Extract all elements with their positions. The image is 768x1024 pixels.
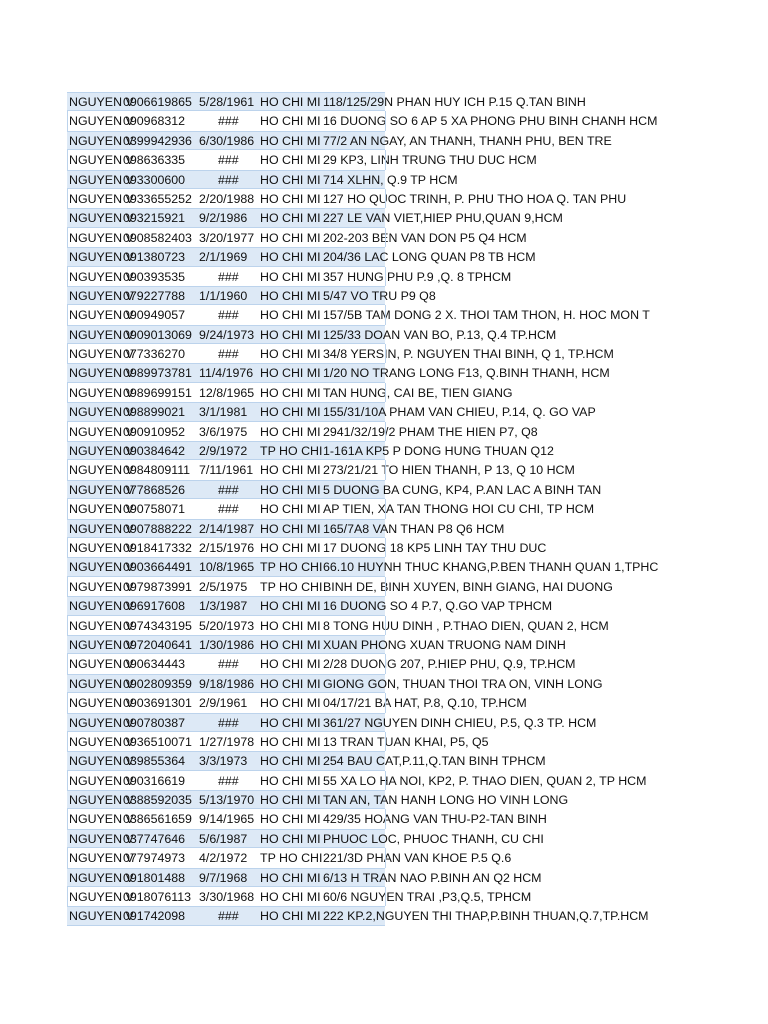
address-cell[interactable]: 165/7A8 VAN THAN P8 Q6 HCM [323,521,505,536]
address-cell[interactable]: 221/3D PHAN VAN KHOE P.5 Q.6 [323,851,512,866]
phone-cell[interactable]: 093215921 [123,211,186,226]
birth-date-cell[interactable]: 4/2/1972 [199,851,248,866]
name-cell[interactable]: NGUYEN V [69,657,134,672]
address-cell[interactable]: 60/6 NGUYEN TRAI ,P3,Q.5, TPHCM [323,890,532,905]
city-cell[interactable]: HO CHI MI [260,870,321,885]
phone-cell[interactable]: 091742098 [123,909,186,924]
address-cell[interactable]: 04/17/21 BA HAT, P.8, Q.10, TP.HCM [323,696,527,711]
address-cell[interactable]: 202-203 BEN VAN DON P5 Q4 HCM [323,230,527,245]
phone-cell[interactable]: 093300600 [123,172,186,187]
name-cell[interactable]: NGUYEN V [69,153,134,168]
name-cell[interactable]: NGUYEN V [69,385,134,400]
address-cell[interactable]: AP TIEN, XA TAN THONG HOI CU CHI, TP HCM [323,502,595,517]
city-cell[interactable]: HO CHI MI [260,599,321,614]
address-cell[interactable]: 361/27 NGUYEN DINH CHIEU, P.5, Q.3 TP. HCM [323,715,597,730]
name-cell[interactable]: NGUYEN V [69,347,134,362]
phone-cell[interactable]: 039855364 [123,754,186,769]
city-cell[interactable]: HO CHI MI [260,424,321,439]
name-cell[interactable]: NGUYEN V [69,172,134,187]
city-cell[interactable]: HO CHI MI [260,191,321,206]
birth-date-cell[interactable]: 9/14/1965 [199,812,255,827]
name-cell[interactable]: NGUYEN V [69,482,134,497]
city-cell[interactable]: HO CHI MI [260,269,321,284]
birth-date-cell[interactable]: 1/3/1987 [199,599,248,614]
address-cell[interactable]: 157/5B TAM DONG 2 X. THOI TAM THON, H. HOC MON T [323,308,650,323]
address-cell[interactable]: 1-161A KP5 P DONG HUNG THUAN Q12 [323,444,554,459]
address-cell[interactable]: 13 TRAN TUAN KHAI, P5, Q5 [323,734,489,749]
birth-date-cell[interactable]: ### [218,114,239,129]
birth-date-cell[interactable]: 1/30/1986 [199,637,255,652]
birth-date-cell[interactable]: 5/20/1973 [199,618,255,633]
city-cell[interactable]: HO CHI MI [260,637,321,652]
address-cell[interactable]: PHUOC LOC, PHUOC THANH, CU CHI [323,831,544,846]
city-cell[interactable]: HO CHI MI [260,385,321,400]
phone-cell[interactable]: 0908582403 [123,230,192,245]
phone-cell[interactable]: 090384642 [123,444,186,459]
name-cell[interactable]: NGUYEN V [69,114,134,129]
phone-cell[interactable]: 098899021 [123,405,186,420]
birth-date-cell[interactable]: 9/2/1986 [199,211,248,226]
address-cell[interactable]: 8 TONG HUU DINH , P.THAO DIEN, QUAN 2, HCM [323,618,609,633]
phone-cell[interactable]: 0918417332 [123,540,192,555]
phone-cell[interactable]: 0989973781 [123,366,192,381]
birth-date-cell[interactable]: 7/11/1961 [199,463,254,478]
address-cell[interactable]: XUAN PHONG XUAN TRUONG NAM DINH [323,637,566,652]
name-cell[interactable]: NGUYEN V [69,890,134,905]
phone-cell[interactable]: 090780387 [123,715,186,730]
address-cell[interactable]: 227 LE VAN VIET,HIEP PHU,QUAN 9,HCM [323,211,563,226]
city-cell[interactable]: HO CHI MI [260,540,321,555]
name-cell[interactable]: NGUYEN V [69,754,134,769]
birth-date-cell[interactable]: 6/30/1986 [199,133,255,148]
phone-cell[interactable]: 0903664491 [123,560,192,575]
city-cell[interactable]: HO CHI MI [260,153,321,168]
city-cell[interactable]: HO CHI MI [260,172,321,187]
name-cell[interactable]: NGUYEN V [69,269,134,284]
address-cell[interactable]: GIONG GON, THUAN THOI TRA ON, VINH LONG [323,676,603,691]
phone-cell[interactable]: 090758071 [123,502,186,517]
phone-cell[interactable]: 090634443 [123,657,186,672]
city-cell[interactable]: HO CHI MI [260,754,321,769]
phone-cell[interactable]: 0909013069 [123,327,192,342]
birth-date-cell[interactable]: 2/9/1972 [199,444,248,459]
birth-date-cell[interactable]: ### [218,172,239,187]
city-cell[interactable]: HO CHI MI [260,502,321,517]
name-cell[interactable]: NGUYEN V [69,521,134,536]
phone-cell[interactable]: 077868526 [123,482,186,497]
address-cell[interactable]: 125/33 DOAN VAN BO, P.13, Q.4 TP.HCM [323,327,557,342]
name-cell[interactable]: NGUYEN V [69,211,134,226]
address-cell[interactable]: TAN HUNG, CAI BE, TIEN GIANG [323,385,513,400]
address-cell[interactable]: 16 DUONG SO 6 AP 5 XA PHONG PHU BINH CHANH HCM [323,114,658,129]
name-cell[interactable]: NGUYEN V [69,540,134,555]
city-cell[interactable]: HO CHI MI [260,95,321,109]
birth-date-cell[interactable]: ### [218,269,239,284]
city-cell[interactable]: HO CHI MI [260,211,321,226]
birth-date-cell[interactable]: ### [218,909,239,924]
name-cell[interactable]: NGUYEN V [69,560,134,575]
name-cell[interactable]: NGUYEN V [69,637,134,652]
phone-cell[interactable]: 090968312 [123,114,186,129]
birth-date-cell[interactable]: ### [218,773,239,788]
address-cell[interactable]: 254 BAU CAT,P.11,Q.TAN BINH TPHCM [323,754,546,769]
name-cell[interactable]: NGUYEN V [69,599,134,614]
name-cell[interactable]: NGUYEN V [69,909,134,924]
birth-date-cell[interactable]: 5/28/1961 [199,95,255,109]
city-cell[interactable]: HO CHI MI [260,793,321,808]
birth-date-cell[interactable]: 2/20/1988 [199,191,255,206]
city-cell[interactable]: HO CHI MI [260,890,321,905]
address-cell[interactable]: 714 XLHN, Q.9 TP HCM [323,172,458,187]
phone-cell[interactable]: 0936510071 [123,734,192,749]
name-cell[interactable]: NGUYEN V [69,696,134,711]
address-cell[interactable]: 2/28 DUONG 207, P.HIEP PHU, Q.9, TP.HCM [323,657,576,672]
city-cell[interactable]: HO CHI MI [260,133,321,148]
phone-cell[interactable]: 091380723 [123,250,186,265]
address-cell[interactable]: 2941/32/19/2 PHAM THE HIEN P7, Q8 [323,424,538,439]
address-cell[interactable]: 17 DUONG 18 KP5 LINH TAY THU DUC [323,540,547,555]
phone-cell[interactable]: 0989699151 [123,385,192,400]
birth-date-cell[interactable]: 5/6/1987 [199,831,248,846]
name-cell[interactable]: NGUYEN V [69,773,134,788]
name-cell[interactable]: NGUYEN V [69,95,134,109]
name-cell[interactable]: NGUYEN V [69,133,134,148]
name-cell[interactable]: NGUYEN V [69,618,134,633]
birth-date-cell[interactable]: ### [218,347,239,362]
birth-date-cell[interactable]: 3/3/1973 [199,754,248,769]
city-cell[interactable]: HO CHI MI [260,463,321,478]
city-cell[interactable]: TP HO CHI [260,444,323,459]
address-cell[interactable]: 222 KP.2,NGUYEN THI THAP,P.BINH THUAN,Q.7,TP.HCM [323,909,649,924]
address-cell[interactable]: 357 HUNG PHU P.9 ,Q. 8 TPHCM [323,269,512,284]
birth-date-cell[interactable]: 1/1/1960 [199,288,248,303]
phone-cell[interactable]: 0918076113 [123,890,191,905]
birth-date-cell[interactable]: 2/9/1961 [199,696,248,711]
address-cell[interactable]: 5/47 VO TRU P9 Q8 [323,288,436,303]
city-cell[interactable]: HO CHI MI [260,114,321,129]
birth-date-cell[interactable]: 12/8/1965 [199,385,255,400]
city-cell[interactable]: HO CHI MI [260,618,321,633]
city-cell[interactable]: TP HO CHI [260,579,323,594]
phone-cell[interactable]: 090910952 [123,424,186,439]
birth-date-cell[interactable]: ### [218,308,239,323]
phone-cell[interactable]: 098636335 [123,153,186,168]
phone-cell[interactable]: 0903691301 [123,696,192,711]
name-cell[interactable]: NGUYEN V [69,327,134,342]
address-cell[interactable]: 118/125/29N PHAN HUY ICH P.15 Q.TAN BINH [323,95,586,109]
birth-date-cell[interactable]: ### [218,153,239,168]
city-cell[interactable]: HO CHI MI [260,521,321,536]
city-cell[interactable]: HO CHI MI [260,347,321,362]
city-cell[interactable]: HO CHI MI [260,831,321,846]
name-cell[interactable]: NGUYEN V [69,366,134,381]
phone-cell[interactable]: 0907888222 [123,521,192,536]
city-cell[interactable]: HO CHI MI [260,482,321,497]
city-cell[interactable]: HO CHI MI [260,250,321,265]
address-cell[interactable]: 1/20 NO TRANG LONG F13, Q.BINH THANH, HCM [323,366,610,381]
city-cell[interactable]: HO CHI MI [260,366,321,381]
phone-cell[interactable]: 090949057 [123,308,186,323]
city-cell[interactable]: TP HO CHI [260,851,323,866]
birth-date-cell[interactable]: ### [218,482,239,497]
address-cell[interactable]: 429/35 HOANG VAN THU-P2-TAN BINH [323,812,547,827]
name-cell[interactable]: NGUYEN V [69,230,134,245]
phone-cell[interactable]: 0979873991 [123,579,192,594]
city-cell[interactable]: HO CHI MI [260,676,321,691]
address-cell[interactable]: TAN AN, TAN HANH LONG HO VINH LONG [323,793,569,808]
address-cell[interactable]: 34/8 YERSIN, P. NGUYEN THAI BINH, Q 1, TP.HCM [323,347,614,362]
address-cell[interactable]: 77/2 AN NGAY, AN THANH, THANH PHU, BEN TRE [323,133,612,148]
birth-date-cell[interactable]: 9/18/1986 [199,676,255,691]
birth-date-cell[interactable]: 5/13/1970 [199,793,255,808]
address-cell[interactable]: 66.10 HUYNH THUC KHANG,P.BEN THANH QUAN 1,TPHC [323,560,659,575]
birth-date-cell[interactable]: 9/7/1968 [199,870,248,885]
phone-cell[interactable]: 077974973 [123,851,186,866]
birth-date-cell[interactable]: ### [218,715,239,730]
name-cell[interactable]: NGUYEN V [69,831,134,846]
address-cell[interactable]: 6/13 H TRAN NAO P.BINH AN Q2 HCM [323,870,542,885]
city-cell[interactable]: HO CHI MI [260,734,321,749]
city-cell[interactable]: HO CHI MI [260,909,321,924]
birth-date-cell[interactable]: 11/4/1976 [199,366,254,381]
birth-date-cell[interactable]: 3/6/1975 [199,424,248,439]
city-cell[interactable]: HO CHI MI [260,715,321,730]
name-cell[interactable]: NGUYEN V [69,851,134,866]
name-cell[interactable]: NGUYEN V [69,288,134,303]
name-cell[interactable]: NGUYEN V [69,734,134,749]
birth-date-cell[interactable]: 9/24/1973 [199,327,255,342]
address-cell[interactable]: 16 DUONG SO 4 P.7, Q.GO VAP TPHCM [323,599,553,614]
name-cell[interactable]: NGUYEN V [69,405,134,420]
address-cell[interactable]: 55 XA LO HA NOI, KP2, P. THAO DIEN, QUAN 2, TP HCM [323,773,647,788]
name-cell[interactable]: NGUYEN V [69,870,134,885]
phone-cell[interactable]: 0933655252 [123,191,192,206]
city-cell[interactable]: HO CHI MI [260,327,321,342]
phone-cell[interactable]: 096917608 [123,599,186,614]
city-cell[interactable]: HO CHI MI [260,308,321,323]
name-cell[interactable]: NGUYEN V [69,308,134,323]
name-cell[interactable]: NGUYEN V [69,444,134,459]
name-cell[interactable]: NGUYEN V [69,463,134,478]
name-cell[interactable]: NGUYEN V [69,502,134,517]
birth-date-cell[interactable]: 2/15/1976 [199,540,255,555]
name-cell[interactable]: NGUYEN V [69,191,134,206]
birth-date-cell[interactable]: 1/27/1978 [199,734,255,749]
phone-cell[interactable]: 090316619 [123,773,186,788]
birth-date-cell[interactable]: 10/8/1965 [199,560,255,575]
city-cell[interactable]: TP HO CHI [260,560,323,575]
phone-cell[interactable]: 037747646 [123,831,186,846]
address-cell[interactable]: BINH DE, BINH XUYEN, BINH GIANG, HAI DUONG [323,579,613,594]
phone-cell[interactable]: 0984809111 [123,463,191,478]
phone-cell[interactable]: 0399942936 [123,133,192,148]
birth-date-cell[interactable]: ### [218,657,239,672]
name-cell[interactable]: NGUYEN V [69,424,134,439]
phone-cell[interactable]: 090393535 [123,269,186,284]
address-cell[interactable]: 273/21/21 TO HIEN THANH, P 13, Q 10 HCM [323,463,575,478]
name-cell[interactable]: NGUYEN V [69,579,134,594]
name-cell[interactable]: NGUYEN V [69,676,134,691]
address-cell[interactable]: 5 DUONG BA CUNG, KP4, P.AN LAC A BINH TAN [323,482,602,497]
birth-date-cell[interactable]: 3/1/1981 [199,405,248,420]
city-cell[interactable]: HO CHI MI [260,696,321,711]
phone-cell[interactable]: 0902809359 [123,676,192,691]
birth-date-cell[interactable]: 2/14/1987 [199,521,255,536]
name-cell[interactable]: NGUYEN V [69,812,134,827]
city-cell[interactable]: HO CHI MI [260,405,321,420]
birth-date-cell[interactable]: 2/5/1975 [199,579,248,594]
address-cell[interactable]: 29 KP3, LINH TRUNG THU DUC HCM [323,153,537,168]
city-cell[interactable]: HO CHI MI [260,657,321,672]
city-cell[interactable]: HO CHI MI [260,812,321,827]
name-cell[interactable]: NGUYEN V [69,250,134,265]
city-cell[interactable]: HO CHI MI [260,230,321,245]
birth-date-cell[interactable]: 2/1/1969 [199,250,248,265]
phone-cell[interactable]: 0906619865 [123,95,192,109]
phone-cell[interactable]: 079227788 [123,288,186,303]
name-cell[interactable]: NGUYEN V [69,715,134,730]
name-cell[interactable]: NGUYEN V [69,793,134,808]
birth-date-cell[interactable]: 3/30/1968 [199,890,255,905]
phone-cell[interactable]: 0386561659 [123,812,192,827]
city-cell[interactable]: HO CHI MI [260,773,321,788]
birth-date-cell[interactable]: ### [218,502,239,517]
address-cell[interactable]: 127 HO QUOC TRINH, P. PHU THO HOA Q. TAN PHU [323,191,627,206]
birth-date-cell[interactable]: 3/20/1977 [199,230,255,245]
phone-cell[interactable]: 0388592035 [123,793,192,808]
phone-cell[interactable]: 077336270 [123,347,186,362]
phone-cell[interactable]: 091801488 [123,870,186,885]
phone-cell[interactable]: 0972040641 [123,637,192,652]
address-cell[interactable]: 204/36 LAC LONG QUAN P8 TB HCM [323,250,536,265]
phone-cell[interactable]: 0974343195 [123,618,192,633]
address-cell[interactable]: 155/31/10A PHAM VAN CHIEU, P.14, Q. GO VAP [323,405,596,420]
city-cell[interactable]: HO CHI MI [260,288,321,303]
